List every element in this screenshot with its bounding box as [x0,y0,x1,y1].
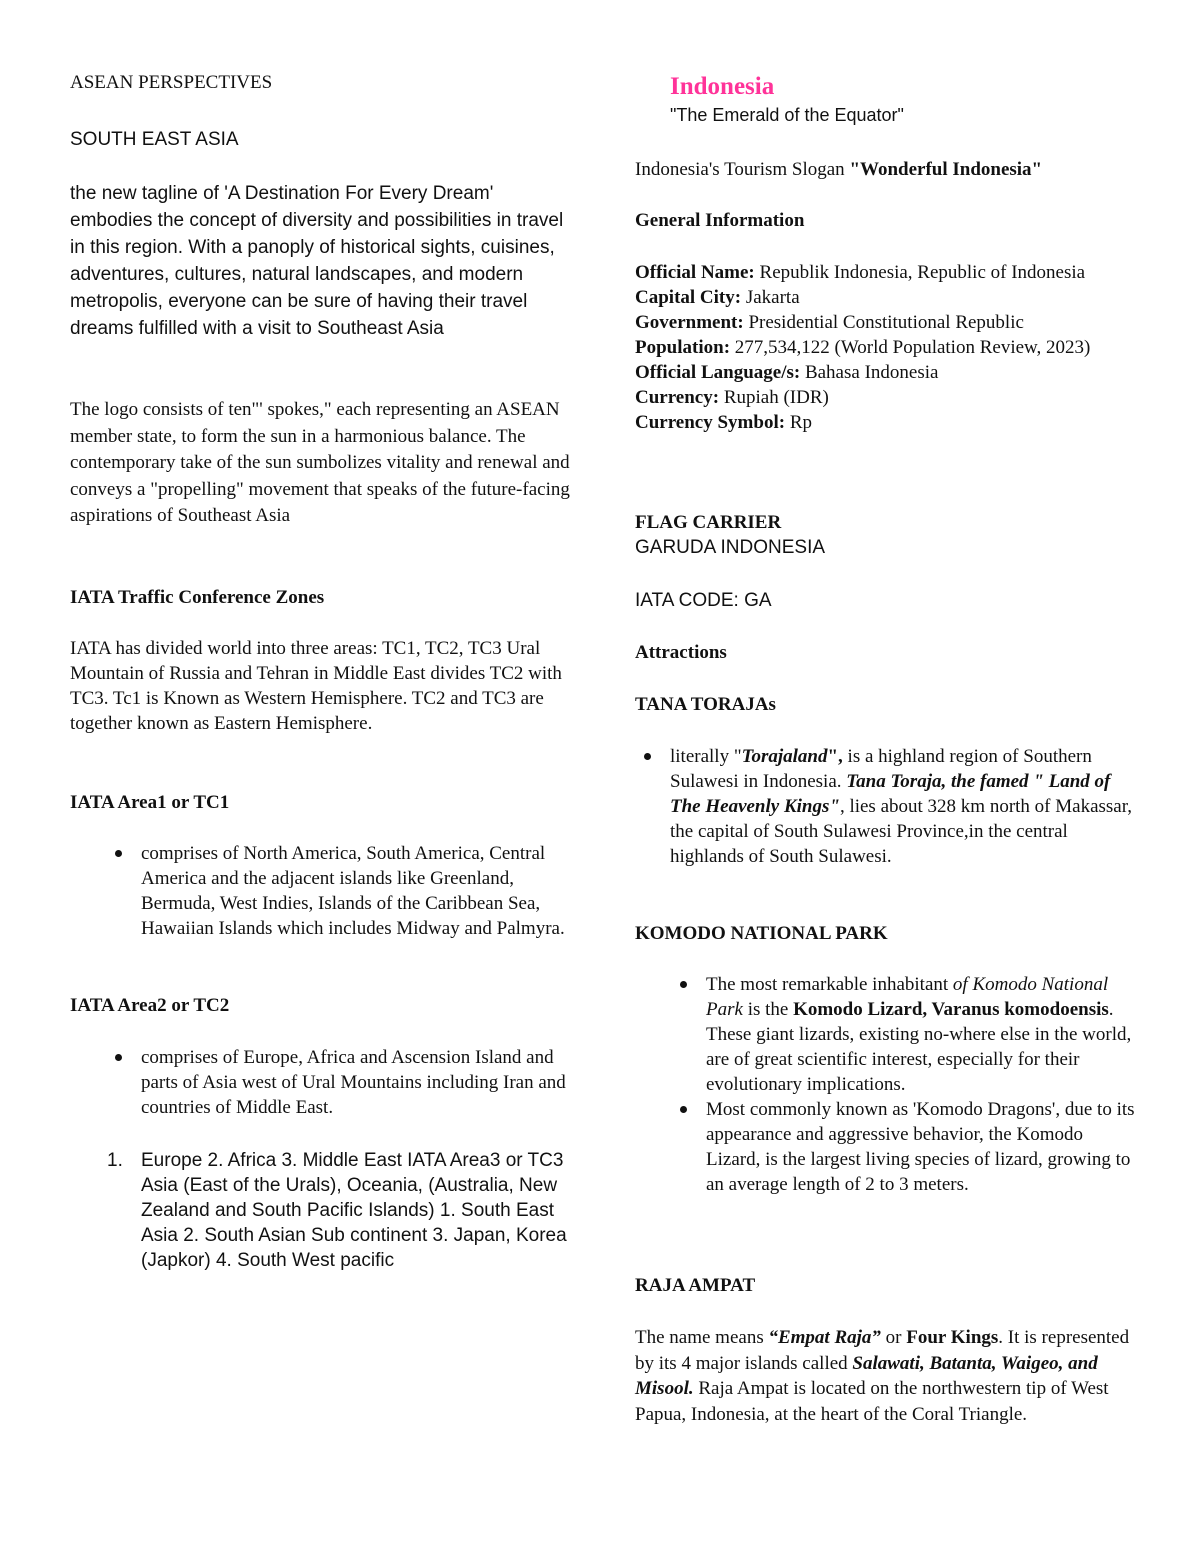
info-value: Bahasa Indonesia [800,362,939,383]
info-value: Presidential Constitutional Republic [743,312,1024,333]
raja-emphasis: “Empat Raja” [768,1327,881,1348]
info-value: Rp [785,412,812,433]
raja-heading: RAJA AMPAT [635,1275,756,1296]
info-value: Rupiah (IDR) [719,387,829,408]
bullet-icon [644,753,651,760]
area1-heading: IATA Area1 or TC1 [70,792,230,813]
flag-carrier-heading: FLAG CARRIER [635,512,782,533]
komodo-bold: Komodo Lizard, Varanus komodoensis [793,999,1109,1020]
info-row [635,260,1140,285]
list-number: 1. [107,1150,123,1171]
bullet-icon [115,850,122,857]
komodo-heading: KOMODO NATIONAL PARK [635,923,888,944]
toraja-emphasis: Torajaland [741,746,828,767]
info-label: Currency: [635,387,720,408]
iata-paragraph: IATA has divided world into three areas: TC1, TC2, TC3 Ural Mountain of Russia and Tehran in Middle East divides TC2 with TC3. Tc1 is Known as Western Hemisphere. TC2 and TC3 are together known as Eastern Hemisphere. [70,638,562,734]
info-label: Capital City: [635,287,742,308]
country-nickname: "The Emerald of the Equator" [670,105,904,125]
info-label: Official Name: [635,262,755,283]
raja-text: . It is represented by its 4 major islands called [635,1327,1130,1374]
info-label: Currency Symbol: [635,412,786,433]
general-info-block [635,260,1140,435]
list-item [706,972,1140,1097]
tagline-paragraph: the new tagline of 'A Destination For Every Dream' embodies the concept of diversity and possibilities in travel in this region. With a panoply of historical sights, cuisines, adventures, cultures, natural landscapes, and modern metropolis, everyone can be sure of having their travel dreams fulfilled with a visit to Southeast Asia [70,183,564,339]
country-title: Indonesia [670,73,775,100]
komodo-text: is the [742,999,794,1020]
doc-title: ASEAN PERSPECTIVES [70,72,273,93]
slogan-text: "Wonderful Indonesia" [849,159,1043,180]
numbered-list [107,1148,575,1273]
bullet-icon [680,981,687,988]
komodo-text: . These giant lizards, existing no-where else in the world, are of great scientific interest, especially for their evolutionary implications. [706,999,1132,1095]
list-item [141,1045,575,1120]
raja-emphasis: Salawati, Batanta, Waigeo, and Misool. [635,1352,1098,1399]
raja-text: or [880,1327,907,1348]
iata-code: IATA CODE: GA [635,590,772,611]
bullet-icon [680,1106,687,1113]
area2-heading: IATA Area2 or TC2 [70,995,230,1016]
area2-bullet-text: comprises of Europe, Africa and Ascension Island and parts of Asia west of Ural Mountains including Iran and countries of Middle East. [141,1047,566,1118]
info-row [635,360,1140,385]
info-value: Republik Indonesia, Republic of Indonesia [754,262,1086,283]
toraja-text: literally " [670,746,742,767]
toraja-text: , lies about 328 km north of Makassar, the capital of South Sulawesi Province,in the central highlands of South Sulawesi. [670,796,1133,867]
area2-list [141,1045,575,1120]
toraja-text: is a highland region of Southern Sulawesi in Indonesia. [670,746,1092,792]
info-value: 277,534,122 (World Population Review, 2023) [730,337,1091,358]
info-row [635,410,1140,435]
iata-heading: IATA Traffic Conference Zones [70,587,325,608]
raja-text: The name means [635,1327,769,1348]
region-heading: SOUTH EAST ASIA [70,129,239,150]
komodo-list [706,972,1140,1197]
toraja-emphasis: Tana Toraja, the famed " Land of The Heavenly Kings" [670,771,1111,817]
raja-bold: Four Kings [906,1327,999,1348]
logo-paragraph: The logo consists of ten"' spokes," each representing an ASEAN member state, to form the sun in a harmonious balance. The contemporary take of the sun sumbolizes vitality and renewal and conveys a "propelling" movement that speaks of the future-facing aspirations of Southeast Asia [70,399,570,527]
general-info-heading: General Information [635,210,805,231]
komodo-italic: of Komodo National Park [706,974,1109,1020]
info-row [635,285,1140,310]
info-label: Government: [635,312,744,333]
komodo-text: The most remarkable inhabitant [706,974,953,995]
area1-list [141,841,575,941]
list-item [670,744,1140,869]
list-item [107,1148,575,1273]
raja-paragraph [635,1325,1140,1427]
info-label: Population: [635,337,731,358]
numbered-item-text: Europe 2. Africa 3. Middle East IATA Area3 or TC3 Asia (East of the Urals), Oceania, (Australia, New Zealand and South Pacific Islands) 1. South East Asia 2. South Asian Sub continent 3. Japan, Korea (Japkor) 4. South West pacific [141,1150,567,1271]
flag-carrier-value: GARUDA INDONESIA [635,537,826,558]
komodo-text: Most commonly known as 'Komodo Dragons', due to its appearance and aggressive behavior, the Komodo Lizard, is the largest living species of lizard, growing to an average length of 2 to 3 meters. [706,1099,1135,1195]
list-item [706,1097,1140,1197]
info-row [635,335,1140,360]
toraja-heading: TANA TORAJAs [635,694,776,715]
list-item [141,841,575,941]
info-value: Jakarta [741,287,800,308]
info-row [635,385,1140,410]
raja-text: Raja Ampat is located on the northwestern tip of West Papua, Indonesia, at the heart of the Coral Triangle. [635,1378,1109,1425]
toraja-text: ", [827,746,848,767]
attractions-heading: Attractions [635,642,727,663]
toraja-list [670,744,1140,869]
bullet-icon [115,1054,122,1061]
tourism-slogan [635,157,1140,182]
area1-bullet-text: comprises of North America, South America, Central America and the adjacent islands like Greenland, Bermuda, West Indies, Islands of the Caribbean Sea, Hawaiian Islands which includes Midway and Palmyra. [141,843,565,939]
info-label: Official Language/s: [635,362,801,383]
info-row [635,310,1140,335]
slogan-prefix: Indonesia's Tourism Slogan [635,159,850,180]
